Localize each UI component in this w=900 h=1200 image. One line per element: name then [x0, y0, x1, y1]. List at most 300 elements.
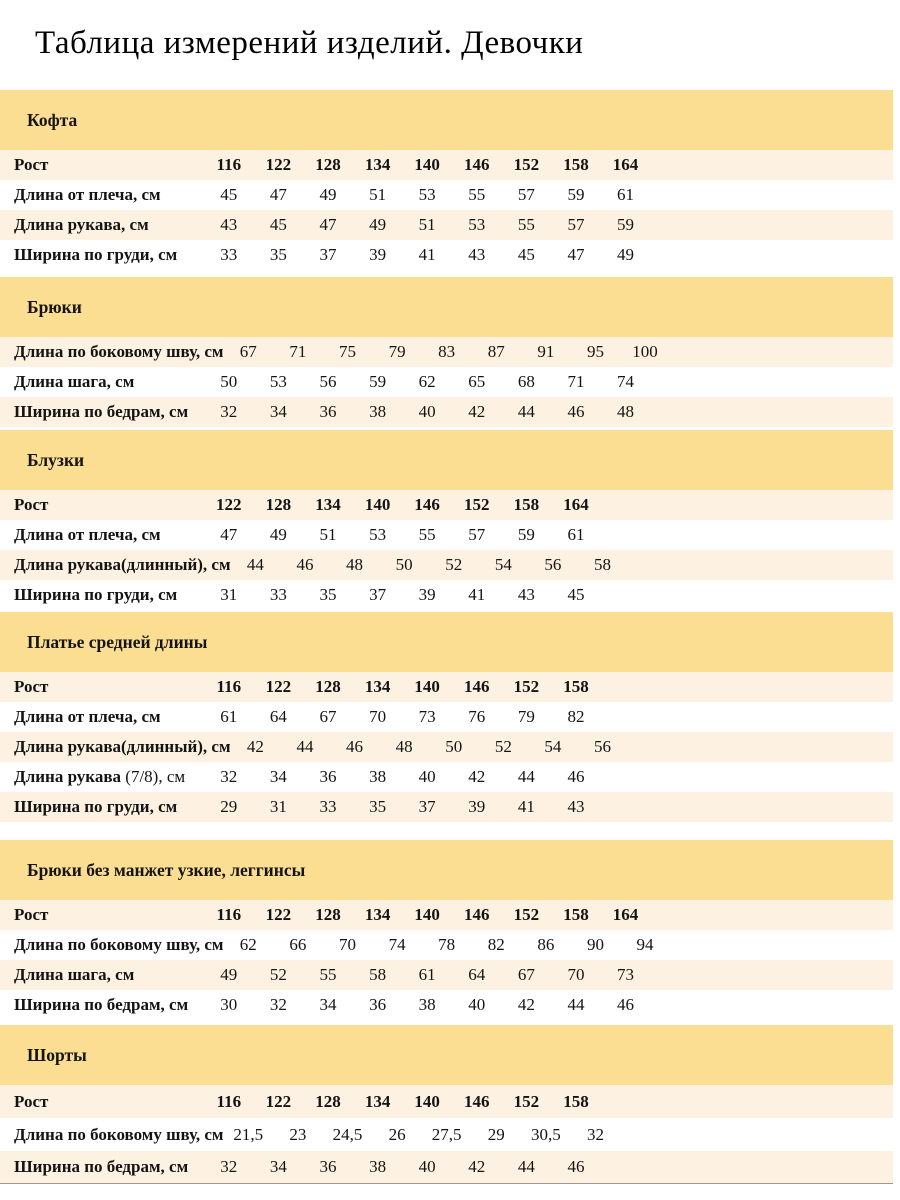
measure-value: 47 — [319, 215, 337, 234]
measure-value: 64 — [269, 707, 287, 726]
label-text: Ширина по груди, см — [14, 585, 178, 604]
table-row — [0, 1118, 893, 1151]
measure-value: 33 — [220, 245, 238, 264]
table-rows — [0, 900, 893, 1020]
measure-value: 49 — [220, 965, 238, 984]
garment-table — [0, 840, 893, 1020]
page-header — [0, 0, 900, 90]
size-value: 134 — [364, 905, 391, 924]
measure-value: 35 — [369, 797, 387, 816]
measure-value: 62 — [239, 935, 257, 954]
measure-value: 40 — [468, 995, 486, 1014]
table-rows — [0, 672, 893, 822]
label-text: Ширина по бедрам, см — [14, 995, 189, 1014]
measure-value: 91 — [537, 342, 555, 361]
measure-value: 57 — [567, 215, 585, 234]
measure-value: 52 — [494, 737, 512, 756]
height-label — [0, 677, 204, 697]
measure-value: 53 — [418, 185, 436, 204]
measure-label — [0, 372, 204, 392]
measure-value: 32 — [586, 1124, 604, 1144]
measure-value: 100 — [632, 342, 658, 361]
garment-table — [0, 277, 893, 427]
measure-value: 49 — [617, 245, 635, 264]
measure-label — [0, 215, 204, 235]
table-rows — [0, 150, 893, 270]
measure-value: 68 — [517, 372, 535, 391]
measure-value: 52 — [445, 555, 463, 574]
measure-value: 55 — [517, 215, 535, 234]
measure-value: 32 — [220, 1157, 238, 1176]
measure-value: 44 — [517, 402, 535, 421]
measure-value: 94 — [636, 935, 654, 954]
measure-value: 50 — [445, 737, 463, 756]
measure-value: 51 — [369, 185, 387, 204]
measure-value: 43 — [517, 585, 535, 604]
measure-value: 40 — [418, 767, 436, 786]
size-value: 134 — [315, 495, 341, 514]
measure-value: 51 — [319, 525, 337, 544]
measure-value: 46 — [296, 555, 314, 574]
size-value: 146 — [414, 495, 440, 514]
section-band — [0, 612, 893, 672]
size-value: 164 — [563, 495, 589, 514]
measure-label — [0, 1125, 224, 1145]
measure-value: 58 — [594, 555, 612, 574]
size-value: 152 — [513, 677, 540, 696]
size-value: 140 — [414, 677, 440, 696]
measure-value: 29 — [487, 1124, 505, 1144]
size-value: 128 — [265, 495, 292, 514]
garment-table — [0, 1025, 893, 1184]
section-title: Брюки — [27, 296, 82, 317]
measure-label — [0, 402, 204, 422]
measure-label — [0, 767, 204, 787]
measure-values — [204, 767, 601, 787]
measure-value: 70 — [369, 707, 387, 726]
size-values — [204, 495, 601, 515]
label-text: Длина по боковому шву, см — [14, 342, 224, 361]
measure-value: 48 — [617, 402, 635, 421]
size-value: 164 — [612, 155, 639, 174]
size-value: 122 — [265, 1091, 292, 1111]
label-text: Рост — [14, 1091, 49, 1111]
measure-value: 61 — [567, 525, 585, 544]
measure-label — [0, 995, 204, 1015]
measure-value: 74 — [388, 935, 406, 954]
measure-value: 42 — [517, 995, 535, 1014]
measure-values — [204, 1157, 601, 1177]
measure-label — [0, 935, 224, 955]
size-value: 122 — [265, 905, 292, 924]
measure-value: 44 — [567, 995, 585, 1014]
label-text: Ширина по груди, см — [14, 245, 178, 264]
label-text: Рост — [14, 677, 49, 696]
table-row — [0, 550, 893, 580]
size-value: 140 — [414, 905, 440, 924]
label-suffix: (7/8), см — [121, 767, 186, 786]
measure-value: 36 — [319, 767, 337, 786]
measure-value: 39 — [418, 585, 436, 604]
measure-label — [0, 245, 204, 265]
measure-value: 34 — [269, 767, 287, 786]
measure-value: 61 — [220, 707, 238, 726]
measure-value: 57 — [468, 525, 486, 544]
measure-value: 45 — [220, 185, 238, 204]
measure-value: 56 — [544, 555, 562, 574]
table-row — [0, 180, 893, 210]
size-value: 158 — [563, 1091, 589, 1111]
measure-value: 43 — [468, 245, 486, 264]
measure-value: 52 — [269, 965, 287, 984]
size-value: 158 — [563, 677, 589, 696]
section-title: Платье средней длины — [27, 631, 208, 652]
measure-value: 41 — [418, 245, 436, 264]
measure-value: 74 — [617, 372, 635, 391]
table-row — [0, 990, 893, 1020]
measure-value: 34 — [269, 402, 287, 421]
size-value: 116 — [216, 905, 242, 924]
measure-value: 51 — [418, 215, 436, 234]
measure-value: 49 — [319, 185, 337, 204]
measure-value: 62 — [418, 372, 436, 391]
size-header-row — [0, 1085, 893, 1118]
size-value: 146 — [464, 155, 490, 174]
measure-value: 46 — [567, 402, 585, 421]
measure-value: 95 — [586, 342, 604, 361]
measure-value: 79 — [517, 707, 535, 726]
label-text: Длина по боковому шву, см — [14, 935, 224, 954]
measure-value: 78 — [438, 935, 456, 954]
section-title: Брюки без манжет узкие, леггинсы — [27, 859, 306, 880]
table-row — [0, 240, 893, 270]
size-value: 128 — [315, 677, 341, 696]
measure-values — [204, 707, 601, 727]
measure-value: 40 — [418, 1157, 436, 1176]
measurement-tables — [0, 90, 900, 1184]
size-value: 140 — [414, 155, 440, 174]
measure-values — [204, 372, 650, 392]
measure-value: 47 — [220, 525, 238, 544]
measure-value: 30,5 — [530, 1124, 561, 1144]
measure-value: 59 — [517, 525, 535, 544]
section-band — [0, 840, 893, 900]
measure-value: 75 — [338, 342, 356, 361]
measure-value: 34 — [269, 1157, 287, 1176]
size-value: 116 — [216, 1091, 242, 1111]
table-rows — [0, 1085, 893, 1184]
measure-value: 38 — [369, 1157, 387, 1176]
table-row — [0, 367, 893, 397]
measure-value: 36 — [319, 402, 337, 421]
measure-value: 29 — [220, 797, 238, 816]
garment-table — [0, 612, 893, 822]
size-value: 122 — [265, 155, 292, 174]
measure-value: 27,5 — [431, 1124, 462, 1144]
table-row — [0, 702, 893, 732]
measure-value: 37 — [369, 585, 387, 604]
measure-values — [204, 245, 650, 265]
label-text: Длина от плеча, см — [14, 707, 161, 726]
measure-value: 76 — [468, 707, 486, 726]
measure-value: 34 — [319, 995, 337, 1014]
measure-value: 70 — [567, 965, 585, 984]
size-values — [204, 677, 601, 697]
measure-values — [204, 525, 601, 545]
measure-value: 38 — [418, 995, 436, 1014]
measure-values — [204, 215, 650, 235]
measure-value: 59 — [567, 185, 585, 204]
measure-value: 61 — [418, 965, 436, 984]
measure-values — [204, 797, 601, 817]
table-row — [0, 1151, 893, 1184]
measure-value: 67 — [517, 965, 535, 984]
section-band — [0, 277, 893, 337]
size-value: 116 — [216, 155, 242, 174]
size-value: 146 — [464, 1091, 490, 1111]
section-title: Кофта — [27, 109, 78, 130]
size-values — [204, 155, 650, 175]
measure-values — [204, 995, 650, 1015]
measure-value: 41 — [517, 797, 535, 816]
measure-value: 40 — [418, 402, 436, 421]
size-value: 158 — [563, 155, 589, 174]
label-text: Длина рукава — [14, 767, 122, 786]
measure-values — [224, 342, 670, 362]
measure-value: 23 — [289, 1124, 307, 1144]
measure-value: 31 — [269, 797, 287, 816]
measure-value: 33 — [269, 585, 287, 604]
measure-value: 42 — [468, 402, 486, 421]
table-rows — [0, 337, 893, 427]
measure-value: 73 — [617, 965, 635, 984]
table-rows — [0, 490, 893, 610]
measure-value: 64 — [468, 965, 486, 984]
table-row — [0, 960, 893, 990]
measure-value: 38 — [369, 767, 387, 786]
measure-value: 53 — [369, 525, 387, 544]
measure-value: 57 — [517, 185, 535, 204]
measure-value: 26 — [388, 1124, 406, 1144]
measure-values — [204, 402, 650, 422]
measure-value: 44 — [517, 767, 535, 786]
size-values — [204, 905, 650, 925]
measure-value: 42 — [246, 737, 264, 756]
size-header-row — [0, 490, 893, 520]
measure-value: 37 — [319, 245, 337, 264]
section-band — [0, 90, 893, 150]
table-row — [0, 397, 893, 427]
measure-value: 24,5 — [332, 1124, 363, 1144]
measure-value: 53 — [468, 215, 486, 234]
measure-values — [231, 737, 628, 757]
label-text: Рост — [14, 155, 49, 174]
measure-value: 54 — [544, 737, 562, 756]
measure-value: 49 — [369, 215, 387, 234]
measure-value: 36 — [369, 995, 387, 1014]
size-header-row — [0, 150, 893, 180]
measure-value: 46 — [567, 1157, 585, 1176]
table-row — [0, 732, 893, 762]
measure-value: 45 — [269, 215, 287, 234]
measure-value: 44 — [246, 555, 264, 574]
measure-value: 67 — [319, 707, 337, 726]
label-text: Рост — [14, 495, 49, 514]
size-value: 146 — [464, 905, 490, 924]
measure-value: 46 — [346, 737, 364, 756]
size-values — [204, 1092, 601, 1112]
measure-value: 45 — [517, 245, 535, 264]
size-value: 116 — [216, 677, 242, 696]
size-value: 122 — [265, 677, 292, 696]
label-text: Длина по боковому шву, см — [14, 1124, 224, 1144]
label-text: Длина рукава(длинный), см — [14, 737, 231, 756]
label-text: Рост — [14, 905, 49, 924]
measure-value: 21,5 — [233, 1124, 264, 1144]
size-value: 134 — [364, 155, 391, 174]
measure-value: 47 — [269, 185, 287, 204]
size-value: 146 — [464, 677, 490, 696]
label-text: Длина от плеча, см — [14, 185, 161, 204]
measure-value: 67 — [239, 342, 257, 361]
garment-table — [0, 90, 893, 270]
measure-value: 31 — [220, 585, 238, 604]
size-value: 140 — [414, 1091, 440, 1111]
table-row — [0, 792, 893, 822]
measure-label — [0, 585, 204, 605]
measure-value: 32 — [220, 402, 238, 421]
measure-value: 48 — [346, 555, 364, 574]
height-label — [0, 155, 204, 175]
measure-value: 79 — [388, 342, 406, 361]
measure-value: 86 — [537, 935, 555, 954]
measure-value: 59 — [617, 215, 635, 234]
section-title: Шорты — [27, 1044, 87, 1065]
label-text: Длина рукава(длинный), см — [14, 555, 231, 574]
measure-value: 41 — [468, 585, 486, 604]
label-text: Длина от плеча, см — [14, 525, 161, 544]
measure-value: 44 — [517, 1157, 535, 1176]
measure-value: 55 — [468, 185, 486, 204]
size-value: 158 — [513, 495, 540, 514]
size-value: 164 — [612, 905, 639, 924]
section-band — [0, 430, 893, 490]
measure-label — [0, 185, 204, 205]
measure-value: 58 — [369, 965, 387, 984]
measure-values — [231, 555, 628, 575]
measure-value: 48 — [395, 737, 413, 756]
measure-value: 45 — [567, 585, 585, 604]
size-value: 158 — [563, 905, 589, 924]
size-value: 140 — [364, 495, 391, 514]
label-text: Ширина по бедрам, см — [14, 1157, 189, 1176]
measure-value: 35 — [269, 245, 287, 264]
label-text: Ширина по груди, см — [14, 797, 178, 816]
measure-value: 71 — [567, 372, 585, 391]
measure-value: 32 — [220, 767, 238, 786]
size-value: 134 — [364, 1091, 391, 1111]
table-row — [0, 930, 893, 960]
measure-value: 83 — [438, 342, 456, 361]
measure-value: 82 — [487, 935, 505, 954]
measure-value: 50 — [395, 555, 413, 574]
measure-value: 70 — [338, 935, 356, 954]
size-value: 122 — [216, 495, 242, 514]
label-text: Длина рукава, см — [14, 215, 149, 234]
section-band — [0, 1025, 893, 1085]
measure-value: 38 — [369, 402, 387, 421]
measure-value: 56 — [594, 737, 612, 756]
measure-value: 53 — [269, 372, 287, 391]
measure-value: 44 — [296, 737, 314, 756]
measure-value: 43 — [567, 797, 585, 816]
measure-value: 82 — [567, 707, 585, 726]
garment-table — [0, 430, 893, 610]
measure-label — [0, 707, 204, 727]
size-value: 152 — [513, 1091, 540, 1111]
measure-value: 35 — [319, 585, 337, 604]
size-value: 152 — [464, 495, 490, 514]
size-value: 152 — [513, 905, 540, 924]
section-title: Блузки — [27, 449, 85, 470]
label-text: Длина шага, см — [14, 965, 135, 984]
measure-value: 73 — [418, 707, 436, 726]
table-row — [0, 520, 893, 550]
measure-value: 65 — [468, 372, 486, 391]
measure-value: 87 — [487, 342, 505, 361]
measure-value: 61 — [617, 185, 635, 204]
measure-value: 50 — [220, 372, 238, 391]
size-value: 128 — [315, 1091, 341, 1111]
size-header-row — [0, 672, 893, 702]
measure-value: 42 — [468, 767, 486, 786]
label-text: Ширина по бедрам, см — [14, 402, 189, 421]
measure-value: 30 — [220, 995, 238, 1014]
measure-value: 55 — [418, 525, 436, 544]
measure-values — [204, 965, 650, 985]
size-value: 152 — [513, 155, 540, 174]
measure-label — [0, 737, 231, 757]
height-label — [0, 1092, 204, 1112]
measure-value: 54 — [494, 555, 512, 574]
measure-label — [0, 965, 204, 985]
measure-values — [224, 1125, 621, 1145]
size-value: 134 — [364, 677, 391, 696]
measure-value: 39 — [369, 245, 387, 264]
table-row — [0, 210, 893, 240]
table-row — [0, 580, 893, 610]
height-label — [0, 495, 204, 515]
measure-values — [204, 585, 601, 605]
size-value: 128 — [315, 155, 341, 174]
measure-value: 71 — [289, 342, 307, 361]
measure-label — [0, 342, 224, 362]
measure-value: 32 — [269, 995, 287, 1014]
table-row — [0, 337, 893, 367]
measure-value: 55 — [319, 965, 337, 984]
measure-label — [0, 1157, 204, 1177]
measure-label — [0, 525, 204, 545]
measure-value: 33 — [319, 797, 337, 816]
measure-value: 39 — [468, 797, 486, 816]
measure-value: 59 — [369, 372, 387, 391]
measure-value: 66 — [289, 935, 307, 954]
measure-value: 37 — [418, 797, 436, 816]
measure-value: 42 — [468, 1157, 486, 1176]
measure-label — [0, 797, 204, 817]
page-title: Таблица измерений изделий. Девочки — [35, 25, 584, 61]
size-value: 128 — [315, 905, 341, 924]
